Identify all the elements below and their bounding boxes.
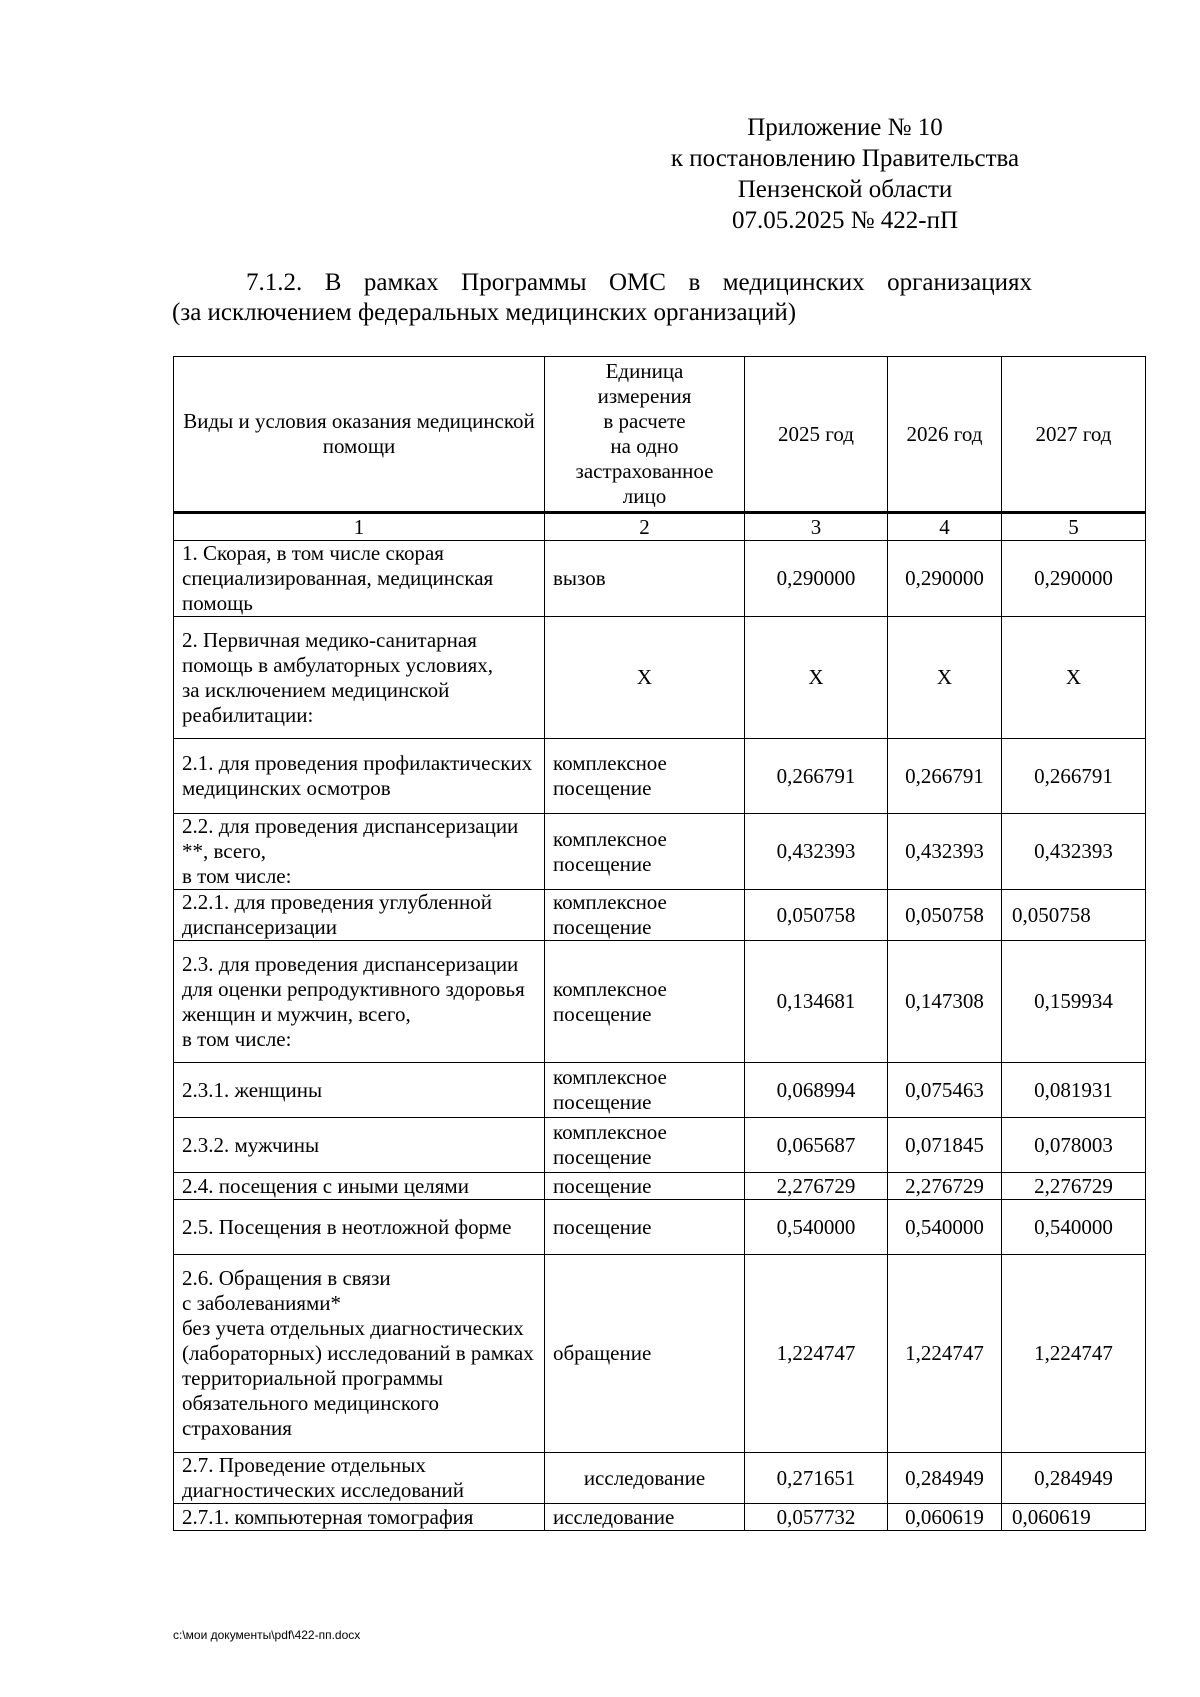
row-value-2026: 0,050758 [888,890,1002,941]
header-unit-line: лицо [622,484,667,508]
row-kind: 2.4. посещения с иными целями [174,1173,545,1200]
row-value-2025: 0,134681 [745,941,888,1063]
column-number-row [174,513,1146,541]
row-value-2027: 0,159934 [1002,941,1146,1063]
appendix-number: Приложение № 10 [747,114,943,141]
row-unit: комплексное посещение [545,941,745,1063]
row-unit: комплексное посещение [545,890,745,941]
column-number: 5 [1002,513,1146,541]
table-row [174,617,1146,739]
row-value-2025: 0,271651 [745,1453,888,1504]
row-kind: 2.1. для проведения профилактических медицинских осмотров [174,739,545,814]
row-unit: обращение [545,1255,745,1453]
row-value-2025: 0,540000 [745,1200,888,1255]
section-heading-line1: 7.1.2. В рамках Программы ОМС в медицинских организациях [246,269,1032,296]
row-value-2027: 0,078003 [1002,1118,1146,1173]
row-value-2026: 0,071845 [888,1118,1002,1173]
row-value-2027: 0,432393 [1002,814,1146,890]
table-row [174,1504,1146,1531]
table-row [174,1063,1146,1118]
row-value-2025: 1,224747 [745,1255,888,1453]
table-row [174,1255,1146,1453]
row-value-2025: 0,290000 [745,541,888,617]
header-unit-line: застрахованное [575,459,714,483]
row-value-2025: 0,065687 [745,1118,888,1173]
row-value-2026: 0,147308 [888,941,1002,1063]
column-number: 4 [888,513,1002,541]
row-value-2025: 0,057732 [745,1504,888,1531]
row-value-2025: 0,432393 [745,814,888,890]
row-unit: комплексное посещение [545,1063,745,1118]
row-kind: 2.6. Обращения в связи с заболеваниями* без учета отдельных диагностических (лабораторных) исследований в рамках территориальной программы обязательного медицинского страхования [174,1255,545,1453]
table-header-row [174,357,1146,513]
row-value-2026: 0,075463 [888,1063,1002,1118]
row-value-2025: 0,068994 [745,1063,888,1118]
header-year-2026: 2026 год [888,357,1002,513]
table-row [174,890,1146,941]
row-value-2027: 0,290000 [1002,541,1146,617]
row-value-2026: 1,224747 [888,1255,1002,1453]
row-value-2025: 2,276729 [745,1173,888,1200]
row-unit: исследование [545,1453,745,1504]
header-unit-line: в расчете [603,409,686,433]
appendix-resolution: к постановлению Правительства [670,145,1020,172]
column-number: 2 [545,513,745,541]
row-value-2027: 0,081931 [1002,1063,1146,1118]
row-kind: 2.5. Посещения в неотложной форме [174,1200,545,1255]
row-value-2027: 2,276729 [1002,1173,1146,1200]
appendix-date-number: 07.05.2025 № 422-пП [731,207,959,234]
header-unit [545,357,745,513]
header-unit-line: Единица [605,359,684,383]
row-unit: комплексное посещение [545,814,745,890]
row-kind: 2.3.1. женщины [174,1063,545,1118]
section-heading-line2: (за исключением федеральных медицинских организаций) [172,299,797,326]
row-kind: 2.2. для проведения диспансеризации **, всего, в том числе: [174,814,545,890]
table-row [174,1200,1146,1255]
table-row [174,739,1146,814]
row-unit: исследование [545,1504,745,1531]
row-kind: 2.3.2. мужчины [174,1118,545,1173]
table-row [174,1118,1146,1173]
row-kind: 2.7. Проведение отдельных диагностических исследований [174,1453,545,1504]
table-row [174,1453,1146,1504]
column-number: 3 [745,513,888,541]
norms-table [173,356,1146,1531]
row-value-2027: 0,060619 [1002,1504,1146,1531]
row-value-2026: 0,060619 [888,1504,1002,1531]
row-value-2027: 0,266791 [1002,739,1146,814]
row-value-2026: 0,432393 [888,814,1002,890]
row-kind: 1. Скорая, в том числе скорая специализированная, медицинская помощь [174,541,545,617]
row-unit: комплексное посещение [545,739,745,814]
appendix-region: Пензенской области [737,176,953,203]
row-value-2026: 0,290000 [888,541,1002,617]
row-value-2027: 0,540000 [1002,1200,1146,1255]
row-value-2026: 0,284949 [888,1453,1002,1504]
row-unit: посещение [545,1200,745,1255]
row-value-2025: 0,050758 [745,890,888,941]
appendix-block [600,112,1090,236]
row-kind: 2.2.1. для проведения углубленной диспансеризации [174,890,545,941]
row-value-2025: Х [745,617,888,739]
row-value-2026: 2,276729 [888,1173,1002,1200]
row-value-2026: 0,266791 [888,739,1002,814]
header-kind: Виды и условия оказания медицинской помощи [174,357,545,513]
header-unit-line: измерения [597,384,692,408]
column-number: 1 [174,513,545,541]
header-unit-line: на одно [610,434,679,458]
table-row [174,1173,1146,1200]
file-path-footer: c:\мои документы\pdf\422-пп.docx [173,1628,361,1642]
row-value-2027: 0,050758 [1002,890,1146,941]
header-year-2027: 2027 год [1002,357,1146,513]
row-value-2027: Х [1002,617,1146,739]
row-unit: посещение [545,1173,745,1200]
row-unit: комплексное посещение [545,1118,745,1173]
table-row [174,541,1146,617]
row-value-2027: 0,284949 [1002,1453,1146,1504]
row-kind: 2. Первичная медико-санитарная помощь в амбулаторных условиях, за исключением медицинской реабилитации: [174,617,545,739]
row-kind: 2.3. для проведения диспансеризации для оценки репродуктивного здоровья женщин и мужчин, всего, в том числе: [174,941,545,1063]
table-row [174,941,1146,1063]
section-heading [172,268,1032,328]
row-value-2025: 0,266791 [745,739,888,814]
row-value-2026: Х [888,617,1002,739]
row-value-2027: 1,224747 [1002,1255,1146,1453]
row-value-2026: 0,540000 [888,1200,1002,1255]
row-unit: Х [545,617,745,739]
table-row [174,814,1146,890]
header-year-2025: 2025 год [745,357,888,513]
row-kind: 2.7.1. компьютерная томография [174,1504,545,1531]
row-unit: вызов [545,541,745,617]
